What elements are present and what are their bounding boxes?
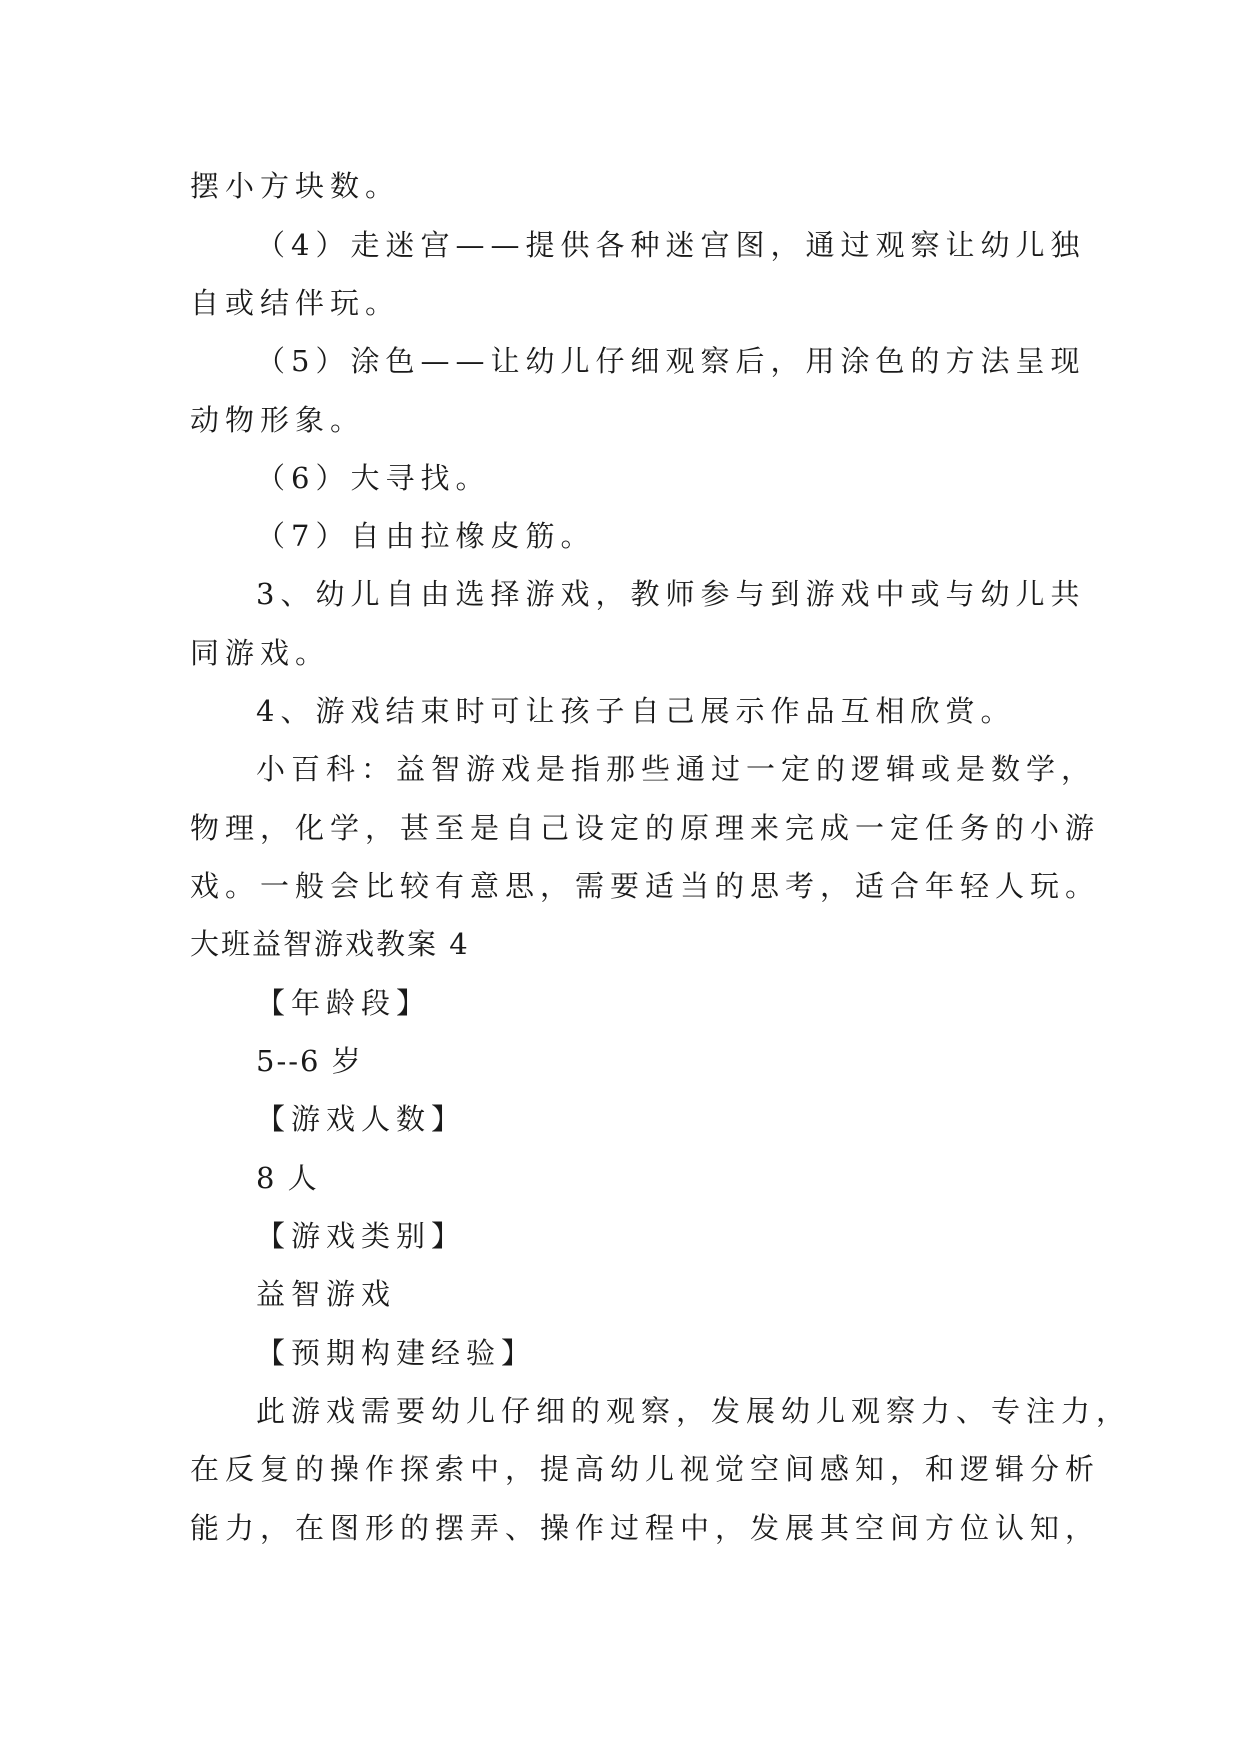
paragraph-line: 小百科：益智游戏是指那些通过一定的逻辑或是数学，: [256, 752, 1097, 786]
paragraph-line: 物理，化学，甚至是自己设定的原理来完成一定任务的小游: [190, 811, 1101, 845]
paragraph-line: 戏。一般会比较有意思，需要适当的思考，适合年轻人玩。: [190, 869, 1101, 903]
paragraph-line: 动物形象。: [190, 403, 366, 437]
paragraph-line: 3、幼儿自由选择游戏，教师参与到游戏中或与幼儿共: [256, 577, 1086, 611]
paragraph-line: （6）大寻找。: [256, 461, 491, 495]
paragraph-line: 同游戏。: [190, 636, 331, 670]
section-heading: 大班益智游戏教案 4: [190, 927, 470, 961]
paragraph-line: （7）自由拉橡皮筋。: [256, 519, 596, 553]
paragraph-line: （5）涂色——让幼儿仔细观察后，用涂色的方法呈现: [256, 344, 1086, 378]
paragraph-line: 在反复的操作探索中，提高幼儿视觉空间感知，和逻辑分析: [190, 1452, 1101, 1486]
subsection-label: 【游戏人数】: [256, 1102, 467, 1136]
paragraph-line: 益智游戏: [256, 1277, 397, 1311]
paragraph-line: 8 人: [256, 1161, 319, 1195]
paragraph-line: 5--6 岁: [256, 1044, 363, 1078]
subsection-label: 【预期构建经验】: [256, 1336, 537, 1370]
paragraph-line: （4）走迷宫——提供各种迷宫图，通过观察让幼儿独: [256, 228, 1086, 262]
paragraph-line: 此游戏需要幼儿仔细的观察，发展幼儿观察力、专注力，: [256, 1394, 1132, 1428]
paragraph-line: 能力，在图形的摆弄、操作过程中，发展其空间方位认知，: [190, 1511, 1101, 1545]
paragraph-line: 4、游戏结束时可让孩子自己展示作品互相欣赏。: [256, 694, 1016, 728]
paragraph-line: 自或结伴玩。: [190, 286, 401, 320]
subsection-label: 【年龄段】: [256, 986, 432, 1020]
subsection-label: 【游戏类别】: [256, 1219, 467, 1253]
paragraph-line: 摆小方块数。: [190, 169, 401, 203]
